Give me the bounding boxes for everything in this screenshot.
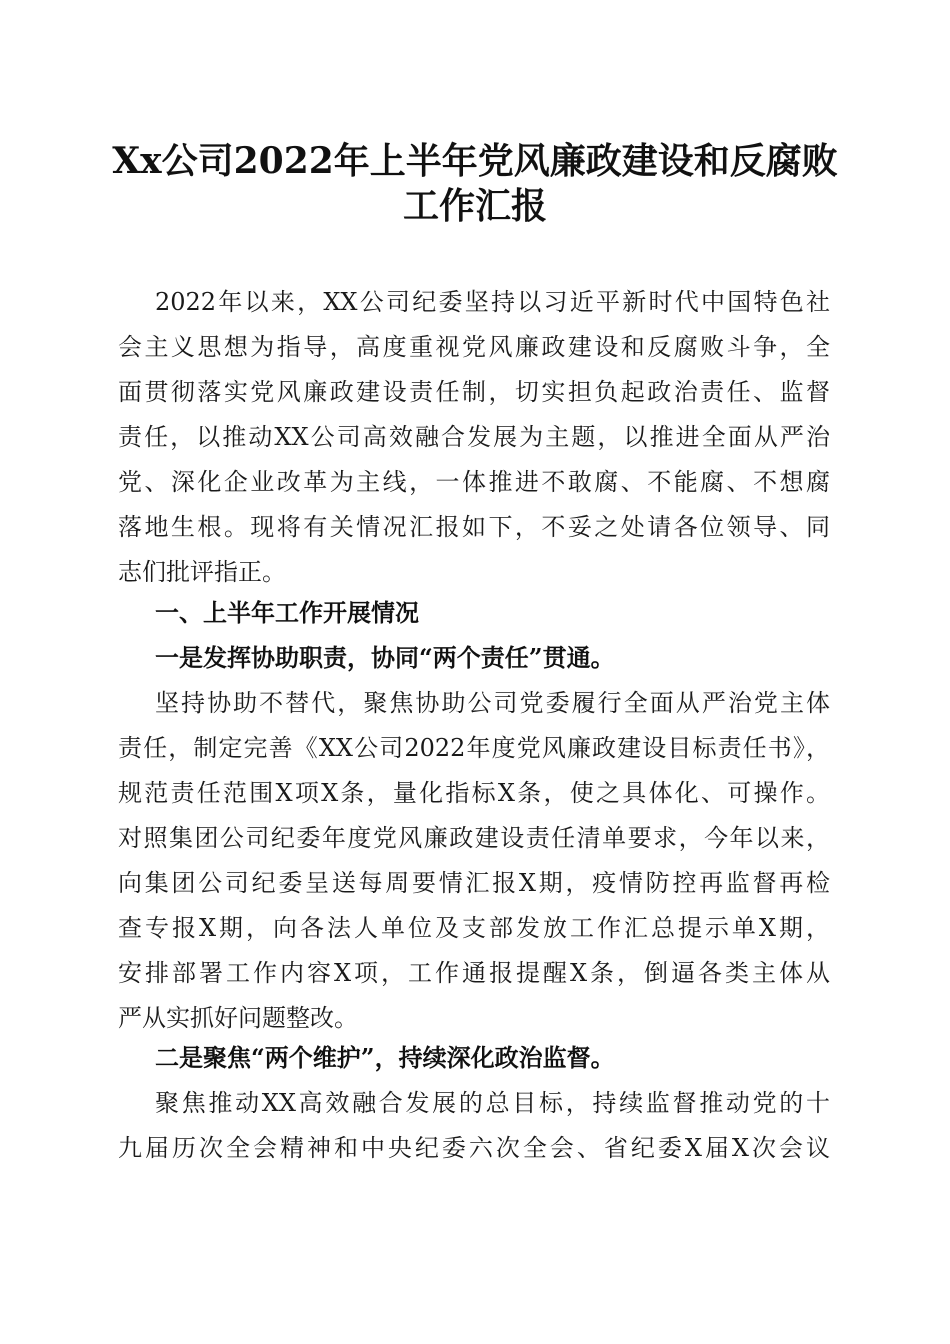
- section-heading: 一、上半年工作开展情况: [155, 599, 419, 627]
- intro-line: 面贯彻落实党风廉政建设责任制，切实担负起政治责任、监督: [118, 378, 830, 406]
- body-line: 规范责任范围X项X条，量化指标X条，使之具体化、可操作。: [118, 779, 830, 807]
- document-title-line-2: 工作汇报: [402, 185, 547, 227]
- subsection-heading: 一是发挥协助职责，协同“两个责任”贯通。: [155, 643, 615, 672]
- subsection-heading: 二是聚焦“两个维护”，持续深化政治监督。: [155, 1043, 615, 1072]
- intro-line: 志们批评指正。: [118, 558, 286, 586]
- intro-line: 落地生根。现将有关情况汇报如下，不妥之处请各位领导、同: [118, 513, 830, 541]
- intro-line: 责任，以推动XX公司高效融合发展为主题，以推进全面从严治: [118, 423, 830, 451]
- intro-line: 党、深化企业改革为主线，一体推进不敢腐、不能腐、不想腐: [118, 468, 830, 496]
- intro-line: 会主义思想为指导，高度重视党风廉政建设和反腐败斗争，全: [118, 333, 830, 361]
- body-line: 责任，制定完善《XX公司2022年度党风廉政建设目标责任书》，: [118, 734, 830, 762]
- intro-line: 2022年以来，XX公司纪委坚持以习近平新时代中国特色社: [155, 288, 830, 316]
- body-line: 对照集团公司纪委年度党风廉政建设责任清单要求，今年以来，: [118, 824, 830, 852]
- body-line: 九届历次全会精神和中央纪委六次全会、省纪委X届X次会议: [118, 1134, 830, 1162]
- body-line: 坚持协助不替代，聚焦协助公司党委履行全面从严治党主体: [155, 689, 830, 717]
- body-line: 聚焦推动XX高效融合发展的总目标，持续监督推动党的十: [155, 1089, 830, 1117]
- body-line: 查专报X期，向各法人单位及支部发放工作汇总提示单X期，: [118, 914, 830, 942]
- body-line: 严从实抓好问题整改。: [118, 1004, 358, 1032]
- body-line: 向集团公司纪委呈送每周要情汇报X期，疫情防控再监督再检: [118, 869, 830, 897]
- document-title-line-1: Xx公司2022年上半年党风廉政建设和反腐败: [112, 140, 838, 182]
- body-line: 安排部署工作内容X项，工作通报提醒X条，倒逼各类主体从: [118, 959, 830, 987]
